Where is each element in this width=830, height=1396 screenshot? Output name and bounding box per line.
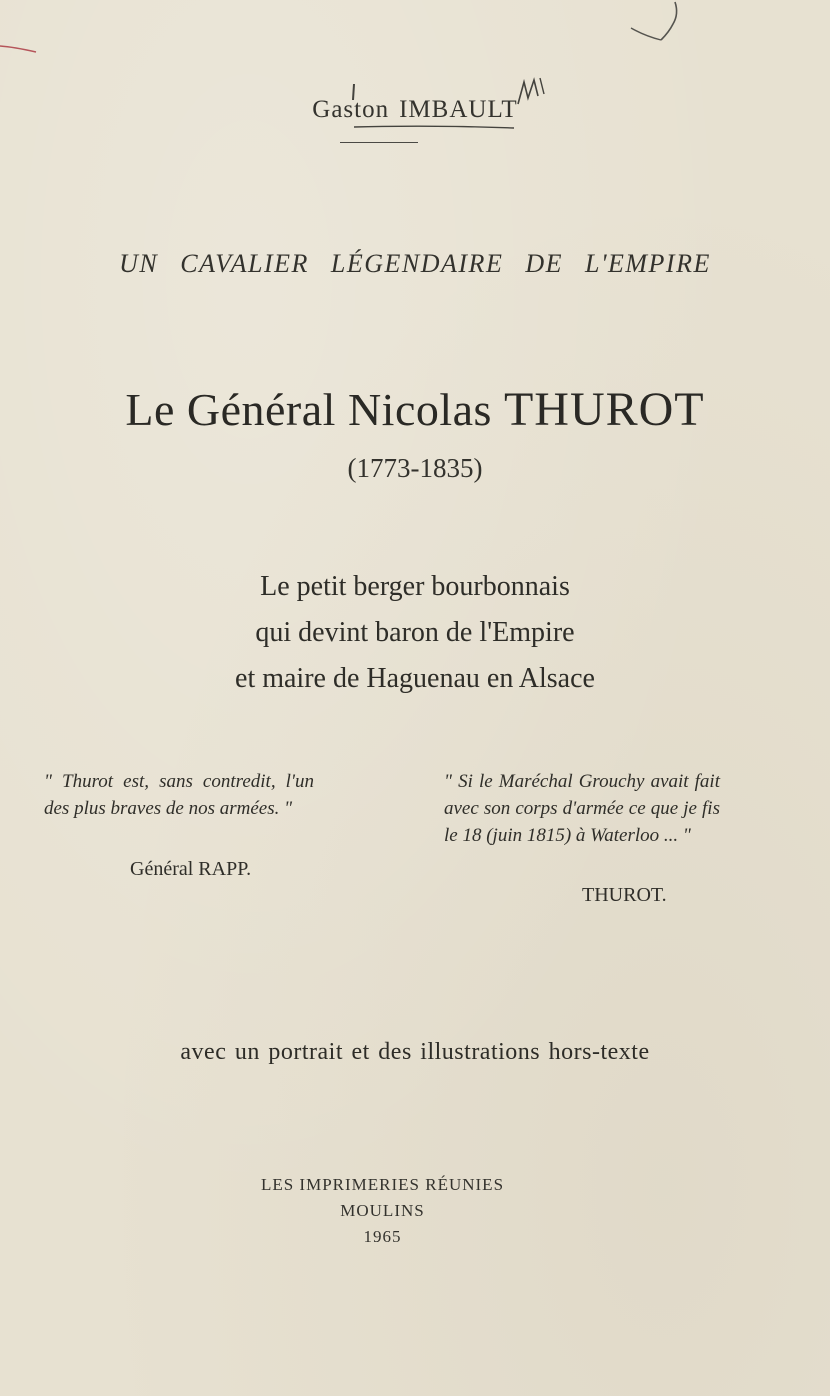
main-title — [0, 382, 830, 437]
quote-left: " Thurot est, sans contredit, l'un des plus braves de nos armées. " — [44, 771, 314, 819]
publisher-name: LES IMPRIMERIES RÉUNIES — [260, 1175, 505, 1194]
handwritten-check-mark — [625, 0, 695, 48]
tagline-line-3: et maire de Haguenau en Alsace — [235, 663, 595, 694]
title-surname: THUROT — [503, 383, 705, 436]
quote-right-attribution: THUROT. — [582, 884, 667, 906]
publication-year: 1965 — [363, 1227, 402, 1246]
handwritten-underline — [354, 124, 516, 130]
publisher-block — [0, 1172, 765, 1250]
title-lead: Le Général Nicolas — [125, 384, 492, 435]
red-pencil-mark — [0, 40, 40, 56]
author-rule — [340, 142, 418, 143]
author-last-name: IMBAULT — [399, 96, 518, 123]
author-first-name: Gaston — [312, 96, 390, 123]
author-name — [0, 96, 830, 124]
life-dates: (1773-1835) — [347, 453, 483, 483]
quote-right: " Si le Maréchal Grouchy avait fait avec son corps d'armée ce que je fis le 18 (juin 1815) à Waterloo ... " — [444, 771, 720, 846]
tagline-line-1: Le petit berger bourbonnais — [260, 571, 570, 602]
subtitle: UN CAVALIER LÉGENDAIRE DE L'EMPIRE — [119, 249, 711, 278]
quote-left-attribution: Général RAPP. — [130, 858, 252, 880]
illustrations-note: avec un portrait et des illustrations hors-texte — [180, 1039, 650, 1065]
publisher-city: MOULINS — [340, 1201, 425, 1220]
tagline-line-2: qui devint baron de l'Empire — [255, 617, 575, 648]
tagline — [0, 564, 830, 702]
